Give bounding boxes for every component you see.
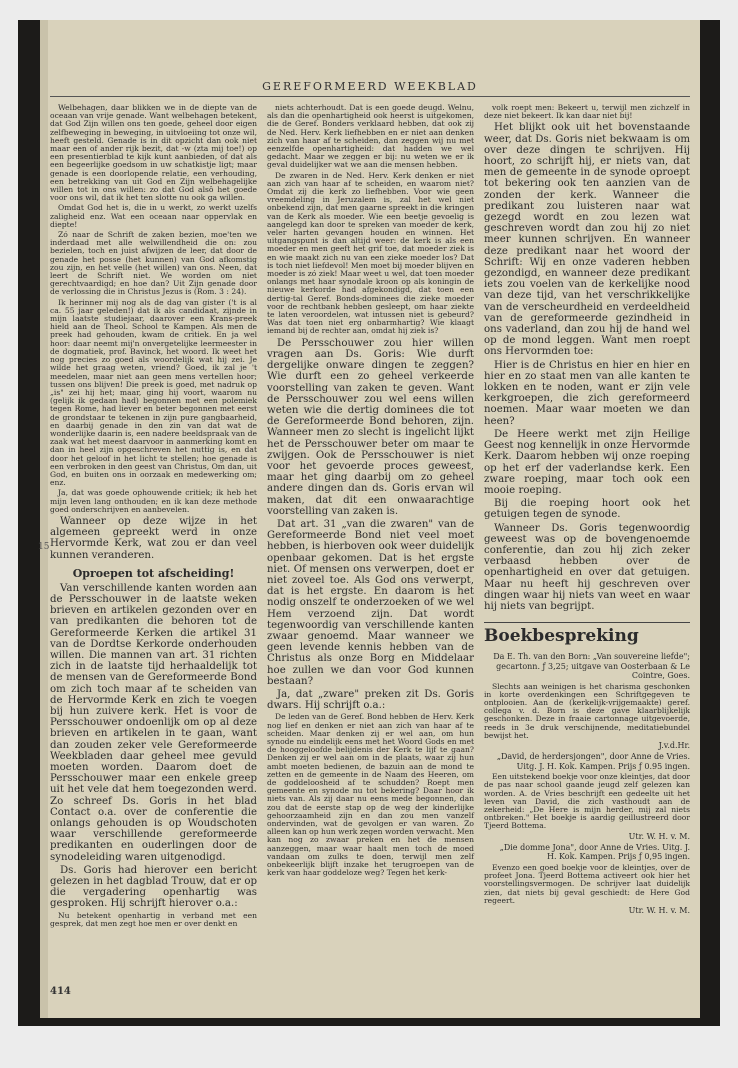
paragraph: Ja, dat was goede ophouwende critiek; ik heb het mijn leven lang onthouden; en ik kan deze methode goed onderschrijven en aanbevelen. [50, 488, 257, 514]
paragraph: Zó naar de Schrift de zaken bezien, moe'ten we inderdaad met alle welwillendheid die on: zou bezielen, toch en juist afwijzen de leer, dat door de genade het posse (het kunnen) van God afkomstig zou zijn, en het velle (het willen) van ons. Neen, dat leert de Schrift niet. We worden om niet gerechtvaardigd; en hoe dan? Uit Zijn genade door de verlossing die in Christus Jezus is (Rom. 3 : 24). [50, 230, 257, 297]
review-signature: Utr. W. H. v. M. [628, 905, 690, 915]
review-title: „Die domme Jona", door Anne de Vries. Uitg. J. H. Kok. Kampen. Prijs ƒ 0,95 ingen. [499, 842, 690, 862]
paragraph: Van verschillende kanten worden aan de Persschouwer in de laatste weken brieven en artikelen gezonden over en van predikanten die behoren tot de Gereformeerde Kerken die artikel 31 van de Dordtse Kerkorde onderhouden willen. Die mannen van art. 31 richten zich in de laatste tijd herhaaldelijk tot de mensen van de Gereformeerde Bond om zich toch maar af te scheiden van de Hervormde Kerk en zich te voegen bij hun zuivere kerk. Het is voor de Persschouwer ondoenlijk om op al deze brieven en artikelen in te gaan, want dan zouden zeker vele Gereformeerde Weekbladen daar geheel mee gevuld moeten worden. Daarom doet de Persschouwer maar een enkele greep uit het vele dat hem toegezonden werd. Zo schreef Ds. Goris in het blad Contact o.a. over de conferentie die onlangs gehouden is op Woudschoten waar verschillende gereformeerde predikanten en ouderlingen door de synodeleiding waren uitgenodigd. [50, 582, 257, 863]
paragraph: De zwaren in de Ned. Herv. Kerk denken er niet aan zich van haar af te scheiden, en waarom niet? Omdat zij die kerk zo liefhebben. Voor wie geen vreemdeling in Jeruzalem is, zal het wel niet onbekend zijn, dat men gaarne spreekt in die kringen van de Kerk als moeder. Wie een beetje gevoelig is aangelegd kan door te spreken van moeder de kerk, veler harten gevangen houden en winnen. Het uitgangspunt is dan altijd weer: de kerk is als een moeder en men geeft het grif toe, dat moeder ziek is en wie maakt zich nu van een zieke moeder los? Dat is toch niet liefdevol! Men moet bij moeder blijven en moeder is zó ziek! Maar weet u wel, dat toen moeder onlangs met haar synodale kroon op als koningin de nieuwe kerkorde had afgekondigd, dat toen een dertig-tal Geref. Bonds-dominees die zieke moeder voor de rechtbank hebben gesleept, om haar ziekte te laten veroordelen, wat intussen niet is gebeurd? Was dat toen niet erg onbarmhartig? Wie klaagt iemand bij de rechter aan, omdat hij ziek is? [267, 170, 474, 336]
paragraph: Welbehagen, daar blikken we in de diepte van de oceaan van vrije genade. Want welbehagen betekent, dat God Zijn willen ons ten goede, geheel door eigen zelfbeweging in beweging, in uitvloeiing tot onze wil, heeft gesteld. Genade is in dit opzicht dan ook niet maar een of ander rijk bezit, dat -w (zta mij toe!) op een presentierblad te kijk kunt aanbieden, of dat als een begeerlijke goedsom in uw schatkistje ligt; maar genade is een doorlopende relatie, een verhouding, een betrekking van uit God en Zijn welbehagelijke willen tot in ons willen: zo dat God alsô het goede voor ons wil, dat ik het ten slotte nu ook ga willen. [50, 103, 257, 203]
column-left [50, 104, 257, 930]
section-heading: Oproepen tot afscheiding! [72, 566, 235, 580]
paragraph: Bij die roeping hoort ook het getuigen tegen de synode. [484, 498, 690, 521]
paragraph: Ja, dat „zware" preken zit Ds. Goris dwars. Hij schrijft o.a.: [267, 688, 474, 712]
paragraph: Omdat God het is, die in u werkt, zo werkt uzelfs zaligheid enz. Wat een oceaan naar oppervlak en diepte! [50, 203, 257, 229]
section-heading-boekbespreking: Boekbespreking [484, 622, 690, 646]
review-body: Slechts aan weinigen is het charisma geschonken in korte overdenkingen een Schriftgegeven te ontplooien. Aan de (kerkelijk-vrijgemaakte) geref. collega v. d. Born is deze gave klaarblijkelijk geschonken. Deze in fraaie cartonnage uitgevoerde, reeds in 3e druk verschijnende, meditatiebundel bewijst het. [484, 681, 690, 740]
newspaper-page [40, 20, 700, 1018]
paragraph: niets achterhoudt. Dat is een goede deugd. Welnu, als dan die openhartigheid ook heerst is uitgekomen, die de Geref. Bonders verklaard hebben, dat ook zij de Ned. Herv. Kerk liefhebben en er niet aan denken zich van haar af te scheiden, dan zeggen wij nu met eenzelfde openhartigheid: dat hadden we wel gedacht. Maar we zeggen er bij: nu weten we er ik geval duidelijker wat we aan die mensen hebben. [267, 103, 474, 170]
paragraph: Dat art. 31 „van die zwaren" van de Gereformeerde Bond niet veel moet hebben, is hierboven ook weer duidelijk openbaar gekomen. Dat is het ergste niet. Of mensen ons verwerpen, doet er niet zoveel toe. Als God ons verwerpt, dat is het ergste. En daarom is het nodig onszelf te onderzoeken of we wel Hem verzoend zijn. Dat wordt tegenwoordig van verschillende kanten zwaar genoemd. Maar wanneer we geen levende kennis hebben van de Christus als onze Borg en Middelaar hoe zullen we dan voor God kunnen bestaan? [267, 518, 474, 687]
column-middle [267, 104, 474, 879]
review-title: Da E. Th. van den Born: „Van souvereine liefde"; gecartonn. ƒ 3,25; uitgave van Oosterbaan & Le Cointre, Goes. [493, 652, 690, 681]
header-rule [50, 96, 690, 97]
paragraph: Wanneer op deze wijze in het algemeen gepreekt werd in onze Hervormde Kerk, wat zou er dan veel kunnen veranderen. [50, 515, 257, 561]
page-header: GEREFORMEERD WEEKBLAD [262, 80, 478, 93]
paragraph: volk roept men: Bekeert u, terwijl men zichzelf in deze niet bekeert. Ik kan daar niet bij! [484, 103, 690, 121]
review-signature: Utr. W. H. v. M. [628, 831, 690, 841]
paragraph: Hier is de Christus en hier en hier en hier en zo staat men van alle kanten te lokken en te noden, want er zijn vele kerkgroepen, die zich gereformeerd noemen. Maar waar moeten we dan heen? [484, 359, 690, 427]
paragraph: De leden van de Geref. Bond hebben de Herv. Kerk nog lief en denken er niet aan zich van haar af te scheiden. Maar denken zij er wel aan, om hun synode nu eindelijk eens met het Woord Gods en met de hooggeloofde belijdenis der Kerk te lijf te gaan? Denken zij er wel aan om in de plaats, waar zij hun ambt moeten bedienen, de bazuin aan de mond te zetten en de gemeente in de Naam des Heeren, om de goddeloosheid af te schudden? Roept men gemeente en synode nu tot bekering? Daar hoor ik niets van. Als zij daar nu eens mede begonnen, dan zou dat de eerste stap op de weg der kinderlijke gehoorzaamheid zijn en dan zou men vanzelf ondervinden, wat de gevolgen er van waren. Zo alleen kan op hun werk zegen worden verwacht. Men kan nog zo zwaar preken en het de mensen aanzeggen, maar waar haalt men toch de moed vandaan om zulks te doen, terwijl men zelf onbekeerlijk blijft inzake het terugroepen van de kerk van haar goddeloze weg? Tegen het kerk- [267, 712, 474, 878]
paragraph: Wanneer Ds. Goris tegenwoordig geweest was op de bovengenoemde conferentie, dan zou hij zich zeker verbaasd hebben over de openhartigheid en over dat getuigen. Maar nu heeft hij geschreven over dingen waar hij niets van weet en waar hij niets van begrijpt. [484, 522, 690, 612]
review-title: „David, de herdersjongen", door Anne de Vries. Uitg. J. H. Kok. Kampen. Prijs ƒ 0.95 ingen. [496, 752, 690, 771]
review-body: Een uitstekend boekje voor onze kleintjes, dat door de pas naar school gaande jeugd zelf gelezen kan worden. A. de Vries beschrijft een gedeelte uit het leven van David, die zich vasthoudt aan de zekerheid: „De Here is mijn herder, mij zal niets ontbreken." Het boekje is aardig geillustreerd door Tjeerd Bottema. [484, 772, 691, 831]
paragraph: Ik herinner mij nog als de dag van gister ('t is al ca. 55 jaar geleden!) dat ik als candidaat, zijnde in mijn laatste studiejaar, daarover een Krans-preek hield aan de Theol. School te Kampen. Als men de preek had gehouden, kwam de critiek. En ja wel hoor: daar neemt mij'n onvergetelijke leermeester in de dogmatiek, prof. Bavinck, het woord. Ik weet het nog precies zo goed als woordelijk wat hij zei. Je wilde het graag weten, vriend? Goed, ik zal je 't meedelen, maar niet aan geen mens vertellen hoor; tussen ons blijven! Die preek is goed, met nadruk op „is" zei hij het; maar, ging hij voort, waarom nu (gelijk ik gedaan had) begonnen met een polemiek tegen Rome, had liever en beter begonnen met eerst de grondstaar te tekenen in zijn pure gangbaarheid, en daarbij genade in den zin van dat wat de wonderlijke daarin is, een nadere beeldspraak van de zaak wat het meest daarvoor in aanmerking komt en dan in heel zijn opgeschreven het nuttig is, en dat door het geloof in het licht te stellen; hoe genade is een verbroken in den geest van Christus, Om dan, uit God, en buiten ons in oorzaak en medewerking om; enz. [50, 297, 257, 488]
page-edge-shadow [40, 20, 48, 1018]
paragraph: De Persschouwer zou hier willen vragen aan Ds. Goris: Wie durft dergelijke onware dingen te zeggen? Wie durft een zo geheel verkeerde voorstelling van zaken te geven. Want de Persschouwer zou wel eens willen weten wie die dertig dominees die tot de Gereformeerde Bond behoren, zijn. Wanneer men zo slecht is ingelicht lijkt het de Persschouwer beter om maar te zwijgen. Ook de Persschouwer is niet voor het gevoerde proces geweest, maar het ging daarbij om zo geheel andere dingen dan ds. Goris ervan wil maken, dat dit een onwaarachtige voorstelling van zaken is. [267, 337, 474, 517]
review-body: Evenzo een goed boekje voor de kleintjes, over de profeet Jona. Tjeerd Bottema activeert ook hier het voorstellingsvermogen. De schrijver laat duidelijk zien, dat niets bij geval geschiedt: de Here God regeert. [484, 862, 690, 905]
page-number: 414 [50, 986, 71, 997]
paragraph: Ds. Goris had hierover een bericht gelezen in het dagblad Trouw, dat er op die vergadering openhartig was gesproken. Hij schrijft hierover o.a.: [50, 864, 257, 910]
column-right [484, 104, 690, 917]
paragraph: Nu betekent openhartig in verband met een gesprek, dat men zegt hoe men er over denkt en [50, 910, 257, 928]
paragraph: Het blijkt ook uit het bovenstaande weer, dat Ds. Goris niet bekwaam is om over deze dingen te schrijven. Hij hoort, zo schrijft hij, er niets van, dat men de gemeente in de synode oproept tot bekering ook ten aanzien van de zonden der kerk. Wanneer die predikant zou luisteren naar wat gezegd wordt en zou lezen wat geschreven wordt dan zou hij zo niet meer kunnen schrijven. En wanneer deze predikant naar het woord der Schrift: Wij en onze vaderen hebben gezondigd, en wanneer deze predikant iets zou voelen van de kerkelijke nood van deze tijd, van het verschrikkelijke van de verscheurdheid en verdeeldheid van de gereformeerde gezindheid in ons vaderland, dan zou hij de hand wel op de mond leggen. Want men roept ons Hervormden toe: [484, 122, 690, 358]
review-signature: J.v.d.Hr. [658, 741, 690, 751]
paragraph: De Heere werkt met zijn Heilige Geest nog kennelijk in onze Hervormde Kerk. Daarom hebben wij onze roeping op het erf der vaderlandse kerk. Een zware roeping, maar toch ook een mooie roeping. [484, 428, 690, 496]
margin-annotation: 15 [38, 542, 50, 552]
